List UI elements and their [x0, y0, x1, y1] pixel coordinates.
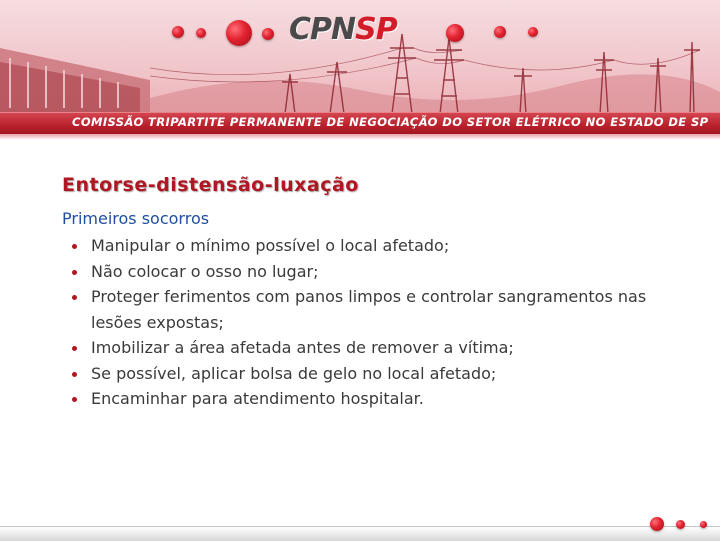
list-item — [72, 335, 672, 361]
list-item-text: Manipular o mínimo possível o local afetado; — [91, 236, 450, 255]
list-item-text: Encaminhar para atendimento hospitalar. — [91, 389, 424, 408]
bullet-icon — [72, 346, 77, 351]
list-item-text: Se possível, aplicar bolsa de gelo no local afetado; — [91, 363, 497, 383]
bullet-icon — [72, 397, 77, 402]
list-item-text: Não colocar o osso no lugar; — [91, 261, 319, 281]
logo-text-cpn: CPN — [289, 12, 356, 47]
list-item — [72, 233, 672, 259]
header-banner — [0, 0, 720, 140]
decorative-red-dot-icon — [226, 20, 252, 46]
bullet-icon — [72, 295, 77, 300]
section-subtitle: Primeiros socorros — [62, 209, 210, 228]
decorative-red-dot-icon — [494, 26, 506, 38]
cpnsp-logo — [289, 12, 397, 52]
decorative-red-dot-icon — [700, 521, 707, 528]
list-item-text: Imobilizar a área afetada antes de remover a vítima; — [91, 338, 514, 357]
bullet-icon — [72, 244, 77, 249]
decorative-red-dot-icon — [650, 517, 664, 531]
footer-bar — [0, 526, 720, 541]
decorative-red-dot-icon — [676, 520, 685, 529]
bullet-icon — [72, 270, 77, 275]
slide-title: Entorse-distensão-luxação — [62, 174, 359, 196]
bullet-icon — [72, 372, 77, 377]
list-item-text: Proteger ferimentos com panos limpos e controlar sangramentos nas lesões expostas; — [91, 287, 647, 332]
commission-name: COMISSÃO TRIPARTITE PERMANENTE DE NEGOCIAÇÃO DO SETOR ELÉTRICO NO ESTADO DE SP — [72, 115, 709, 129]
decorative-red-dot-icon — [172, 26, 184, 38]
list-item — [72, 361, 672, 387]
decorative-red-dot-icon — [262, 28, 274, 40]
list-item — [72, 386, 672, 412]
decorative-red-dot-icon — [528, 27, 538, 37]
decorative-red-dot-icon — [196, 28, 206, 38]
first-aid-list — [72, 233, 672, 412]
decorative-red-dot-icon — [446, 24, 464, 42]
logo-text-sp: SP — [355, 12, 397, 47]
list-item — [72, 259, 672, 285]
list-item — [72, 284, 672, 335]
banner-divider — [0, 134, 720, 140]
